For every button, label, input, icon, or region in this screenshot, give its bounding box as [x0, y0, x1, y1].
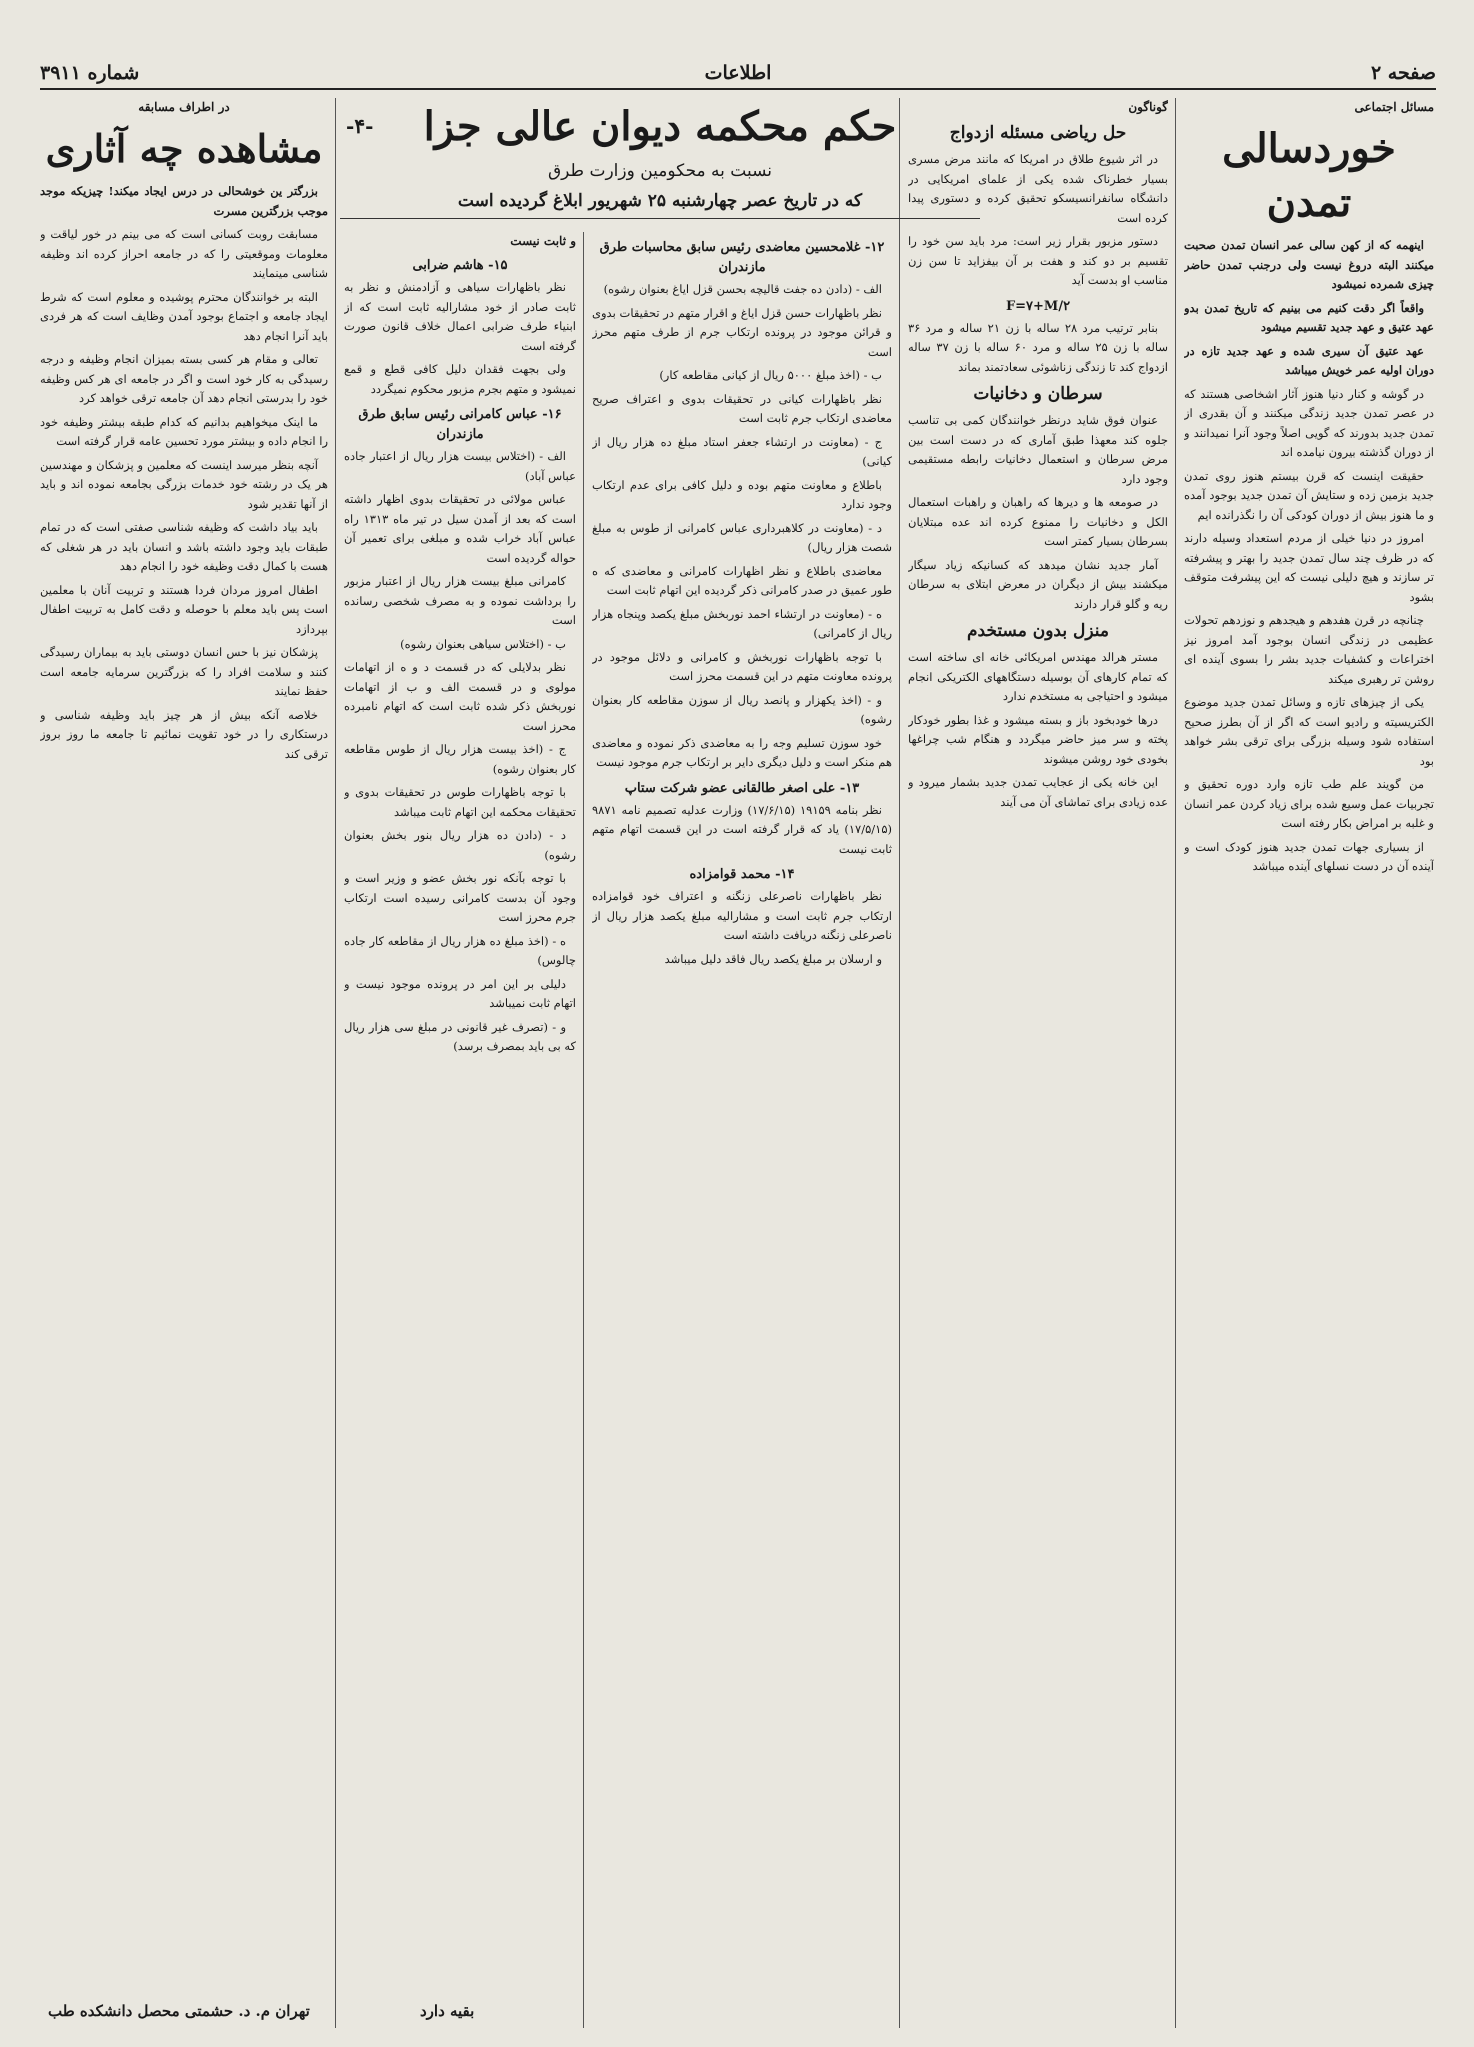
paragraph: اطفال امروز مردان فردا هستند و تربیت آنان با معلمین است پس باید معلم با حوصله و دقت کامل به تربیت اطفال بپردازد	[40, 582, 328, 636]
subheading: سرطان و دخانیات	[973, 384, 1103, 404]
paragraph: ه - (معاونت در ارتشاء احمد نوربخش مبلغ یکصد وپنجاه هزار ریال از کامرانی)	[592, 606, 892, 640]
paragraph: از بسیاری جهات تمدن جدید هنوز کودک است و آینده آن در دست نسلهای آینده میباشد	[1184, 839, 1434, 873]
article-miscellaneous	[908, 98, 1168, 2028]
paragraph: البته بر خوانندگان محترم پوشیده و معلوم است که شرط ایجاد جامعه و اجتماع بوجود آمدن وظایف است که هر فردی باید آنرا انجام دهد	[40, 289, 328, 343]
paragraph: باطلاع و معاونت متهم بوده و دلیل کافی برای عدم ارتکاب وجود ندارد	[592, 477, 892, 511]
paragraph: ولی بجهت فقدان دلیل کافی قطع و قمع نمیشود و متهم بجرم مزبور محکوم نمیگردد	[344, 362, 576, 396]
paragraph: من گویند علم طب تازه وارد دوره تحقیق و تجربیات عمل وسیع شده برای زیاد کردن عمر انسان و غلبه بر امراض بکار رفته است	[1184, 777, 1434, 830]
paragraph: نظر باظهارات سیاهی و آزادمنش و نظر به ثابت صادر از خود مشارالیه ثابت است که از ابنیاء طرف ضرابی اعمال خلاف قانون صورت گرفته است	[344, 280, 576, 353]
paragraph: کامرانی مبلغ بیست هزار ریال از اعتبار مزبور را برداشت نموده و به مصرف شخصی رسانده است	[344, 574, 576, 627]
article-title: خوردسالی تمدن	[1222, 125, 1396, 226]
item-heading: ۱۳- علی اصغر طالقانی عضو شرکت ستاپ	[624, 780, 860, 796]
bold-line: واقعاً اگر دقت کنیم می بینیم که تاریخ تمدن بدو عهد عتیق و عهد جدید تقسیم میشود	[1184, 300, 1434, 334]
paragraph: درها خودبخود باز و بسته میشود و غذا بطور خودکار پخته و سر میز حاضر میگردد و هنگام شب چراغها بخودی خود روشن میشوند	[908, 712, 1168, 766]
paragraph: در اثر شیوع طلاق در امریکا که مانند مرض مسری بسیار خطرناک شده یکی از علمای امریکایی در دانشگاه سانفرانسیسکو تحقیق کرده و دستوری پیدا کرده است	[908, 152, 1168, 225]
article-civilization	[1184, 98, 1434, 2028]
masthead	[40, 62, 1436, 90]
banner-number: -۴-	[346, 114, 374, 138]
paragraph: د - (دادن ده هزار ریال بنور بخش بعنوان رشوه)	[344, 828, 576, 862]
paper-name: اطلاعات	[704, 62, 772, 84]
paragraph: آنچه بنظر میرسد اینست که معلمین و پزشکان و مهندسین هر یک در رشته خود خدمات بزرگی بجامعه نموده اند و باید از آنها تقدیر شود	[40, 457, 328, 511]
banner-title: حکم محکمه دیوان عالی جزا	[423, 103, 897, 150]
item-heading: ۱۴- محمد قوامزاده	[689, 867, 795, 882]
article-title: حل ریاضی مسئله ازدواج	[949, 123, 1127, 143]
paragraph: ب - (اختلاس سیاهی بعنوان رشوه)	[400, 636, 566, 651]
paragraph: خلاصه آنکه بیش از هر چیز باید وظیفه شناسی و درستکاری را در خود تقویت نمائیم تا جامعه ما روز بروز ترقی کند	[40, 707, 328, 761]
banner-subtitle: نسبت به محکومین وزارت طرق	[547, 161, 773, 181]
paragraph: با توجه بآنکه نور بخش عضو و وزیر است و وجود آن بدست کامرانی رسیده است ارتکاب جرم محرز است	[344, 871, 576, 924]
paragraph: یکی از چیزهای تازه و وسائل تمدن جدید موضوع الکتریسیته و رادیو است که اگر از آن بطرز صحیح استفاده شود وسیله بزرگی برای ترقی بشر خواهد بود	[1184, 695, 1434, 768]
paragraph: در گوشه و کنار دنیا هنوز آثار اشخاصی هستند که در عصر تمدن جدید زندگی میکنند و آن بقدری از تمدن جدید بدورند که گویی اصلاً وجود آنرا نمیدانند و از دوران گذشته بیرون نیامده اند	[1184, 386, 1434, 459]
paragraph: خود سوزن تسلیم وجه را به معاضدی ذکر نموده و معاضدی هم منکر است و دلیل دیگری دایر بر ارتکاب جرم موجود نیست	[592, 735, 892, 769]
paragraph: مسابقت روبت کسانی است که می بینم در خور لیاقت و معلومات وموقعیتی را که در جامعه احراز کرده اند وظیفه شناسی مینمایند	[40, 227, 328, 280]
subheading: منزل بدون مستخدم	[967, 621, 1109, 641]
paragraph: آمار جدید نشان میدهد که کسانیکه زیاد سیگار میکشند بیش از دیگران در معرض ابتلای به سرطان ریه و گلو قرار دارند	[908, 557, 1168, 611]
column-rule	[335, 98, 336, 2028]
item-heading: ۱۶- عباس کامرانی رئیس سابق طرق مازندران	[358, 407, 562, 442]
column-rule	[583, 232, 584, 2028]
paragraph: نظر باظهارات حسن قزل ایاغ و اقرار متهم در تحقیقات بدوی و قرائن موجود در پرونده ارتکاب جرم از طرف متهم محرز است	[592, 305, 892, 359]
paragraph: دستور مزبور بقرار زیر است: مرد باید سن خود را تقسیم بر دو کند و هفت بر آن بیفزاید تا سن زن مناسب او بدست آید	[908, 234, 1168, 287]
paragraph: و - (تصرف غیر قانونی در مبلغ سی هزار ریال که بی باید بمصرف برسد)	[344, 1019, 576, 1053]
continued-label: بقیه دارد	[420, 2002, 475, 2020]
kicker: گوناگون	[1128, 100, 1168, 114]
bold-line: عهد عتیق آن سیری شده و عهد جدید تازه در دوران اولیه عمر خویش میباشد	[1184, 343, 1434, 377]
item-heading: ۱۵- هاشم ضرابی	[412, 258, 508, 273]
issue-number: شماره ۳۹۱۱	[40, 62, 140, 84]
formula: F=۷+M/۲	[1005, 298, 1071, 314]
paragraph: ب - (اخذ مبلغ ۵۰۰۰ ریال از کیانی مقاطعه کار)	[659, 368, 882, 382]
paragraph: چنانچه در قرن هفدهم و هیجدهم و نوزدهم تحولات عظیمی در زندگی انسان بوجود آمد امروز نیز اختراعات و کشفیات جدید بشر را بسوی آینده ای روشن تر رهبری میکند	[1184, 613, 1434, 686]
paragraph: دلیلی بر این امر در پرونده موجود نیست و اتهام ثابت نمیباشد	[344, 976, 576, 1010]
paragraph: باید بیاد داشت که وظیفه شناسی صفتی است که در تمام طبقات باید وجود داشته باشد و انسان باید در هر شغلی که هست با کمال دقت وظیفه خود را انجام دهد	[40, 520, 328, 573]
paragraph: بنابر ترتیب مرد ۲۸ ساله با زن ۲۱ ساله و مرد ۳۶ ساله با زن ۲۵ ساله و مرد ۶۰ ساله با زن ۳۷ ساله ازدواج کند تا زندگی زناشوئی سعادتمند بماند	[908, 320, 1168, 374]
column-rule	[899, 98, 900, 2028]
lead: بزرگتر ین خوشحالی در درس ایجاد میکند! چیزیکه موجد موجب بزرگترین مسرت	[40, 184, 328, 218]
paragraph: الف - (اختلاس بیست هزار ریال از اعتبار جاده عباس آباد)	[344, 449, 576, 483]
column-rule	[1175, 98, 1176, 2028]
banner-subtitle-2: که در تاریخ عصر چهارشنبه ۲۵ شهریور ابلاغ گردیده است	[457, 191, 863, 211]
paragraph: الف - (دادن ده جفت قالیچه بحسن قزل ایاغ بعنوان رشوه)	[603, 282, 882, 296]
paragraph: این خانه یکی از عجایب تمدن جدید بشمار میرود و عده زیادی برای تماشای آن می آیند	[908, 775, 1168, 809]
paragraph: د - (معاونت در کلاهبرداری عباس کامرانی از طوس به مبلغ شصت هزار ریال)	[592, 520, 892, 554]
paragraph: پزشکان نیز با حس انسان دوستی باید به بیماران رسیدگی کنند و سلامت افراد را که بزرگترین سرمایه جامعه است حفظ نمایند	[40, 645, 328, 698]
paragraph: تعالی و مقام هر کسی بسته بمیزان انجام وظیفه و درجه رسیدگی به کار خود است و اگر در جامعه ای هر کس وظیفه خود را بدرستی انجام دهد آن جامعه ترقی خواهد کرد	[40, 352, 328, 405]
paragraph: با توجه باظهارات طوس در تحقیقات بدوی و تحقیقات محکمه این اتهام ثابت میباشد	[344, 785, 576, 819]
paragraph: ما اینک میخواهیم بدانیم که کدام طبقه بیشتر وظیفه خود را انجام داده و بیشتر مورد تحسین عامه قرار گرفته است	[40, 414, 328, 448]
page-number: صفحه ۲	[1370, 62, 1436, 84]
verdict-part-2	[344, 232, 576, 2028]
paragraph: در صومعه ها و دیرها که راهبان و راهبات استعمال الکل و دخانیات را ممنوع کرده اند عده مبتلایان بسرطان بسیار کمتر است	[908, 495, 1168, 548]
paragraph: با توجه باظهارات نوربخش و کامرانی و دلائل موجود در پرونده معاونت متهم در این قسمت محرز است	[592, 649, 892, 683]
paragraph: ج - (اخذ بیست هزار ریال از طوس مقاطعه کار بعنوان رشوه)	[344, 742, 576, 776]
paragraph: عباس مولائی در تحقیقات بدوی اظهار داشته است که بعد از آمدن سیل در تیر ماه ۱۳۱۳ راه عباس آباد خراب شده و مبلغی برای تعمیر آن حواله گردیده است	[344, 492, 576, 565]
paragraph: ج - (معاونت در ارتشاء جعفر استاد مبلغ ده هزار ریال از کیانی)	[592, 434, 892, 468]
paragraph: نظر بدلایلی که در قسمت د و ه از اتهامات مولوی و در قسمت الف و ب از اتهامات نوربخش ذکر شده ثابت است که اتهام نامبرده محرز است	[344, 660, 576, 733]
banner-rule	[340, 218, 980, 219]
paragraph: و - (اخذ یکهزار و پانصد ریال از سوزن مقاطعه کار بعنوان رشوه)	[592, 692, 892, 726]
verdict-banner	[340, 98, 980, 219]
paragraph: عنوان فوق شاید درنظر خوانندگان کمی بی تناسب جلوه کند معهذا طبق آماری که در دست است بین مرض سرطان و استعمال دخانیات رابطه مستقیمی وجود دارد	[908, 413, 1168, 486]
item-heading: ۱۲- غلامحسین معاضدی رئیس سابق محاسبات طرق مازندران	[599, 240, 885, 275]
article-contest	[40, 98, 328, 2028]
paragraph: و ارسلان بر مبلغ یکصد ریال فاقد دلیل میباشد	[664, 951, 882, 966]
paragraph: حقیقت اینست که قرن بیستم هنوز روی تمدن جدید بزمین زده و ستایش آن تمدن جدید بوجود آمده و ما هنوز بیش از دوران کودکی آن را نگذرانده ایم	[1184, 468, 1434, 522]
lead: اینهمه که از کهن سالی عمر انسان تمدن صحبت میکنند البته دروغ نیست ولی درجنب تمدن حاضر چیزی شمرده نمیشود	[1184, 238, 1434, 291]
paragraph: معاضدی باطلاع و نظر اظهارات کامرانی و معاضدی که ه طور عمیق در صدر کامرانی ذکر گردیده این اتهام ثابت است	[592, 563, 892, 597]
kicker: در اطراف مسابقه	[138, 100, 230, 114]
paragraph: ه - (اخذ مبلغ ده هزار ریال از مقاطعه کار جاده چالوس)	[344, 933, 576, 967]
paragraph: امروز در دنیا خیلی از مردم استعداد وسیله دارند که در ظرف چند سال تمدن جدید را بهتر و پیشرفته تر سازند و هیچ دلیلی نیست که این پیشرفت متوقف بشود	[1184, 531, 1434, 604]
paragraph: نظر باظهارات کیانی در تحقیقات بدوی و اعتراف صریح معاضدی ارتکاب جرم ثابت است	[592, 391, 892, 425]
article-title: مشاهده چه آثاری	[45, 126, 323, 171]
author-signature: تهران م. د. حشمتی محصل دانشکده طب	[48, 2002, 310, 2020]
paragraph: نظر باظهارات ناصرعلی زنگنه و اعتراف خود قوامزاده ارتکاب جرم ثابت است و مشارالیه مبلغ یکصد هزار ریال از ناصرعلی زنگنه دریافت داشته است	[592, 889, 892, 942]
kicker: مسائل اجتماعی	[1354, 100, 1434, 114]
paragraph: نظر بنامه ۱۹۱۵۹ (۱۷/۶/۱۵) وزارت عدلیه تصمیم نامه ۹۸۷۱ (۱۷/۵/۱۵) یاد که قرار گرفته است در این قسمت اتهام متهم ثابت نیست	[592, 802, 892, 856]
kicker: و ثابت نیست	[510, 234, 576, 248]
verdict-part-1	[592, 232, 892, 2028]
paragraph: مستر هرالد مهندس امریکائی خانه ای ساخته است که تمام کارهای آن بوسیله دستگاههای الکتریکی انجام میشود و احتیاجی به مستخدم ندارد	[908, 650, 1168, 703]
